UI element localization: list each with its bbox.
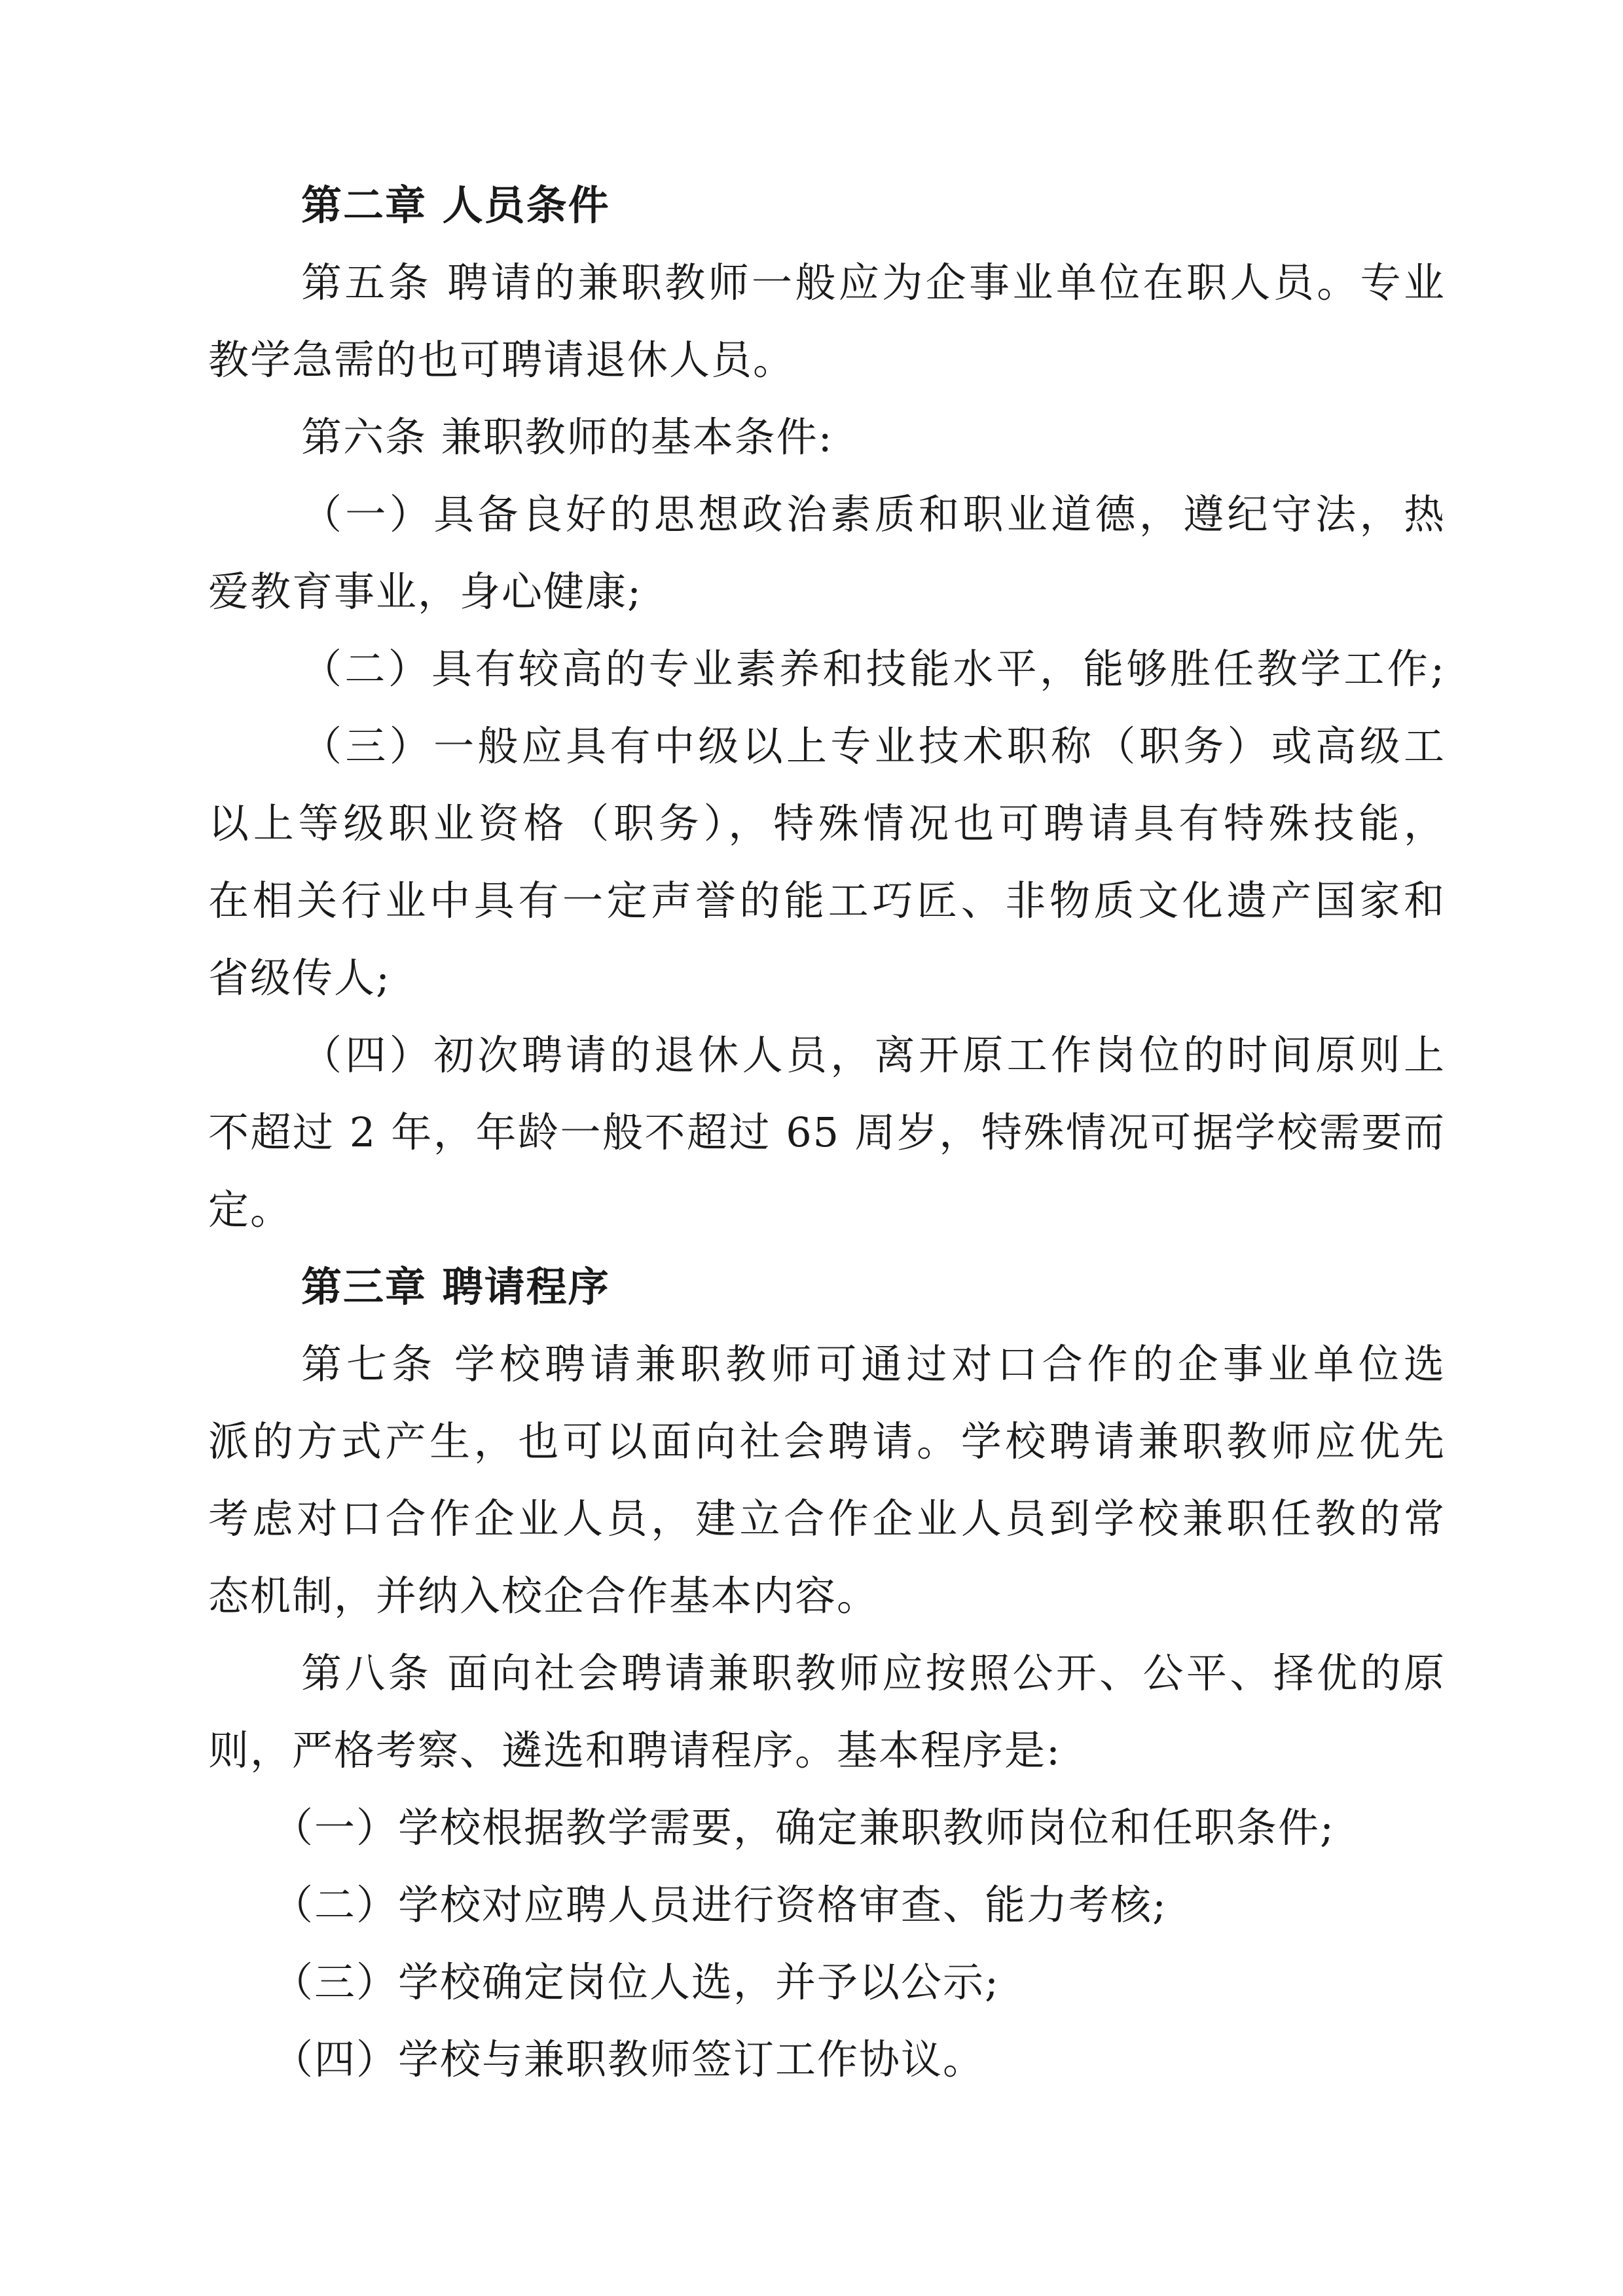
article-eight-line-1: 第八条 面向社会聘请兼职教师应按照公开、公平、择优的原 xyxy=(301,1649,1446,1697)
article-six-line-1: 第六条 兼职教师的基本条件: xyxy=(301,413,833,461)
article-six-item-1-line-1: （一）具备良好的思想政治素质和职业道德，遵纪守法，热 xyxy=(301,490,1446,538)
article-six-item-4-line-2: 不超过 2 年，年龄一般不超过 65 周岁，特殊情况可据学校需要而 xyxy=(208,1108,1446,1156)
article-seven-line-4: 态机制，并纳入校企合作基本内容。 xyxy=(208,1572,879,1620)
article-seven-line-1: 第七条 学校聘请兼职教师可通过对口合作的企事业单位选 xyxy=(301,1340,1446,1388)
article-five-line-2: 教学急需的也可聘请退休人员。 xyxy=(208,336,795,384)
article-six-item-4-line-1: （四）初次聘请的退休人员，离开原工作岗位的时间原则上 xyxy=(301,1031,1446,1079)
article-eight-item-1: （一）学校根据教学需要，确定兼职教师岗位和任职条件; xyxy=(272,1804,1335,1851)
article-six-item-2: （二）具有较高的专业素养和技能水平，能够胜任教学工作; xyxy=(301,645,1446,693)
article-six-item-1-line-2: 爱教育事业，身心健康; xyxy=(208,568,642,615)
article-six-item-3-line-3: 在相关行业中具有一定声誉的能工巧匠、非物质文化遗产国家和 xyxy=(208,877,1446,924)
article-six-item-3-line-1: （三）一般应具有中级以上专业技术职称（职务）或高级工 xyxy=(301,722,1446,770)
article-six-item-3-line-4: 省级传人; xyxy=(208,954,391,1002)
chapter-three-heading: 第三章 聘请程序 xyxy=(301,1263,610,1311)
article-seven-line-2: 派的方式产生，也可以面向社会聘请。学校聘请兼职教师应优先 xyxy=(208,1417,1446,1465)
article-five-line-1: 第五条 聘请的兼职教师一般应为企事业单位在职人员。专业 xyxy=(301,259,1446,306)
article-six-item-4-line-3: 定。 xyxy=(208,1186,293,1233)
document-body xyxy=(208,167,1446,2098)
article-eight-item-3: （三）学校确定岗位人选，并予以公示; xyxy=(272,1958,1000,2006)
article-six-item-3-line-2: 以上等级职业资格（职务），特殊情况也可聘请具有特殊技能， xyxy=(208,799,1446,847)
chapter-two-heading: 第二章 人员条件 xyxy=(301,181,610,229)
article-eight-item-2: （二）学校对应聘人员进行资格审查、能力考核; xyxy=(272,1881,1167,1929)
article-eight-item-4: （四）学校与兼职教师签订工作协议。 xyxy=(272,2035,985,2083)
article-seven-line-3: 考虑对口合作企业人员，建立合作企业人员到学校兼职任教的常 xyxy=(208,1495,1446,1542)
article-eight-line-2: 则，严格考察、遴选和聘请程序。基本程序是: xyxy=(208,1726,1061,1774)
